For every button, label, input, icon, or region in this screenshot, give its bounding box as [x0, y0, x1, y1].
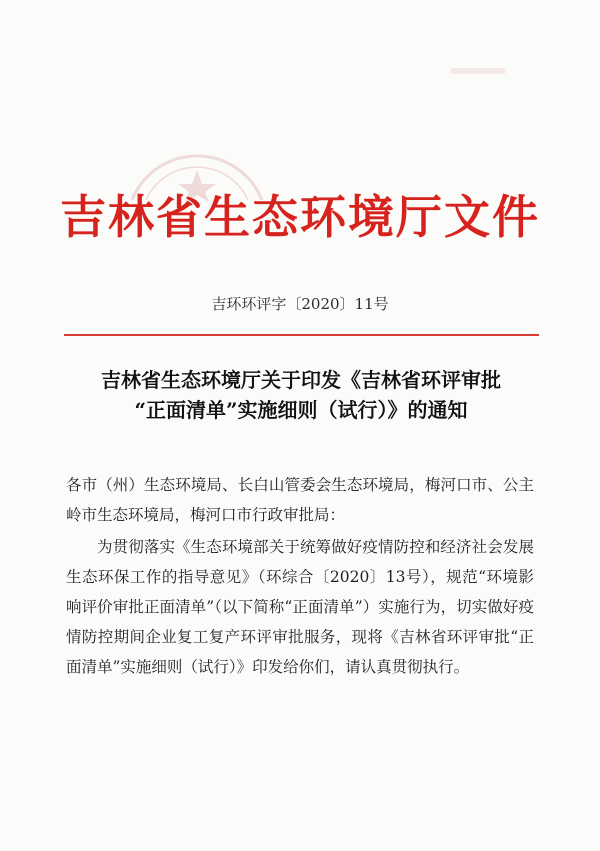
red-divider-line	[64, 334, 539, 336]
notice-heading-line-1: 吉林省生态环境厅关于印发《吉林省环评审批	[101, 368, 501, 392]
notice-heading	[62, 365, 540, 425]
faint-stamp-mark	[448, 64, 508, 78]
document-number: 吉环环评字〔2020〕11号	[211, 295, 389, 313]
document-title: 吉林省生态环境厅文件	[60, 190, 540, 244]
notice-heading-line-2: “正面清单”实施细则（试行）》的通知	[134, 398, 468, 422]
body-paragraph: 为贯彻落实《生态环境部关于统筹做好疫情防控和经济社会发展生态环保工作的指导意见》（环综合〔2020〕13号），规范“环境影响评价审批正面清单”（以下简称“正面清单”）实施行为，切实做好疫情防控期间企业复工复产环评审批服务，现将《吉林省环评审批“正面清单”实施细则（试行）》印发给你们，请认真贯彻执行。	[66, 538, 534, 676]
addressee-paragraph: 各市（州）生态环境局、长白山管委会生态环境局，梅河口市、公主岭市生态环境局，梅河口市行政审批局：	[66, 476, 534, 524]
